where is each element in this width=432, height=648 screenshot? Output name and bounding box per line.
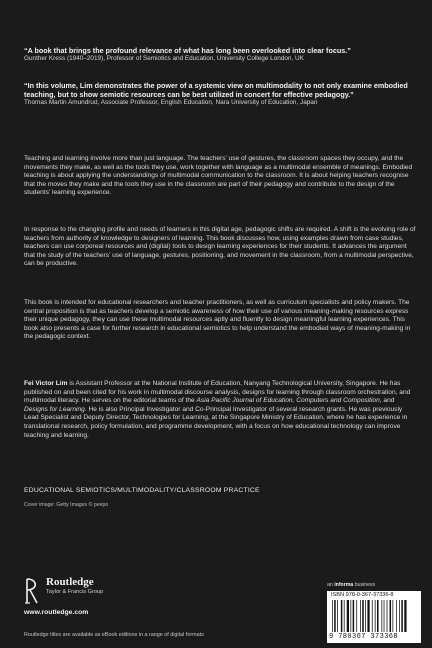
endorsement-attribution: Gunther Kress (1940–2019), Professor of Semiotics and Education, University College London, UK — [24, 55, 304, 62]
isbn-barcode — [327, 591, 421, 643]
barcode-bar — [362, 600, 364, 632]
publisher-logo — [24, 576, 144, 616]
ebook-notice: Routledge titles are available as eBook editions in a range of digital formats — [24, 632, 204, 638]
barcode-bar — [367, 600, 369, 632]
endorsement-2 — [24, 81, 418, 107]
publisher-name: Routledge — [46, 576, 94, 588]
barcode-bar — [404, 600, 406, 632]
author-bio — [24, 380, 418, 440]
barcode-bar — [384, 600, 385, 632]
endorsement-1 — [24, 46, 418, 63]
barcode-bar — [396, 600, 397, 632]
cover-credit: Cover image: Getty Images © peepo — [24, 502, 109, 508]
journal-titles: Asia Pacific Journal of Education, Computers and Composition, — [196, 397, 382, 405]
author-bio-text: He is also Principal Investigator and Co-Principal Investigator of several research grants. He was previously Lead Specialist and Deputy Director, Technologies for Learning, at the Singapore Ministry of Education, where he has experience in translational research, policy formulation, and programme development, with a focus on how educational technology can improve teaching and learning. — [24, 405, 408, 439]
description-paragraph-1: Teaching and learning involve more than just language. The teachers’ use of gestures, the classroom spaces they occupy, and the movements they make, as well as the tools they use, work together with language as a multimodal ensemble of meanings. Embodied teaching is about applying the understandings of multimodal communication to the classroom. It is about helping teachers recognise that the moves they make and the tools they use in the classroom are part of their pedagogy and contribute to the design of the students’ learning experience. — [24, 155, 413, 197]
endorsement-attribution: Thomas Martin Amundrud, Associate Professor, English Education, Nara University of Education, Japan — [24, 99, 318, 106]
informa-business — [327, 582, 375, 588]
publisher-group: Taylor & Francis Group — [46, 589, 104, 595]
isbn-digits: 9 780367 373368 — [329, 633, 399, 641]
endorsement-quote: “In this volume, Lim demonstrates the power of a systemic view on multimodality to not only examine embodied teaching, but to show semiotic resources can be best utilized in concert for effective pedagogy.” — [24, 81, 408, 99]
barcode-icon — [331, 600, 417, 632]
author-bio-text: and — [381, 397, 395, 405]
description-paragraph-3: This book is intended for educational researchers and teacher practitioners, as well as curriculum specialists and policy makers. The central proposition is that as teachers develop a semiotic awareness of how their use of various meaning-making resources express their unique pedagogy, they can use these multimodal resources aptly and fluently to design meaningful learning experiences. This book also presents a case for further research in educational semiotics to help understand the embodied ways of meaning-making in the pedagogic context. — [24, 299, 411, 341]
barcode-bar — [387, 600, 388, 632]
informa-suffix: business — [353, 582, 376, 588]
barcode-bar — [399, 600, 400, 632]
barcode-bar — [337, 600, 338, 632]
author-bio-text: is Assistant Professor at the National Institute of Education, Nanyang Technological University, Singapore. He has published on and been cited for his work in multimodal discourse analysis, designs for learning through classroom orchestration, and multimodal literacy. He serves on the editorial teams of the — [24, 380, 411, 405]
barcode-bar — [381, 600, 382, 632]
isbn-label: ISBN 978-0-367-37336-8 — [331, 592, 394, 598]
informa-prefix: an — [327, 582, 335, 588]
journal-title: Designs for Learning. — [24, 405, 87, 413]
barcode-bar — [393, 600, 394, 632]
barcode-bar — [341, 600, 343, 632]
informa-brand: informa — [334, 582, 354, 588]
barcode-bar — [350, 600, 351, 632]
barcode-bar — [377, 600, 379, 632]
barcode-bar — [347, 600, 349, 632]
barcode-bar — [360, 600, 361, 632]
barcode-bar — [365, 600, 366, 632]
barcode-bar — [332, 600, 333, 632]
barcode-bar — [375, 600, 376, 632]
barcode-bar — [390, 600, 392, 632]
barcode-bar — [353, 600, 355, 632]
subject-categories: EDUCATIONAL SEMIOTICS/MULTIMODALITY/CLASSROOM PRACTICE — [24, 487, 260, 494]
barcode-bar — [401, 600, 403, 632]
description-paragraph-2: In response to the changing profile and needs of learners in this digital age, pedagogic shifts are required. A shift is the evolving role of teachers from authority of knowledge to designers of learning. This book discusses how, using examples drawn from case studies, teachers can use corporeal resources and (digital) tools to design learning experiences for their students. It advances the argument that the study of the teachers’ use of language, gestures, positioning, and movement in the classroom, from a multimodal perspective, can be productive. — [24, 226, 416, 268]
author-name: Fei Victor Lim — [24, 380, 68, 387]
publisher-url: www.routledge.com — [24, 609, 89, 616]
barcode-bar — [344, 600, 345, 632]
barcode-bar — [334, 600, 336, 632]
routledge-logo-icon — [24, 577, 40, 605]
barcode-bar — [356, 600, 357, 632]
barcode-bar — [372, 600, 373, 632]
endorsement-quote: “A book that brings the profound relevance of what has long been overlooked into clear focus.” — [24, 46, 351, 55]
